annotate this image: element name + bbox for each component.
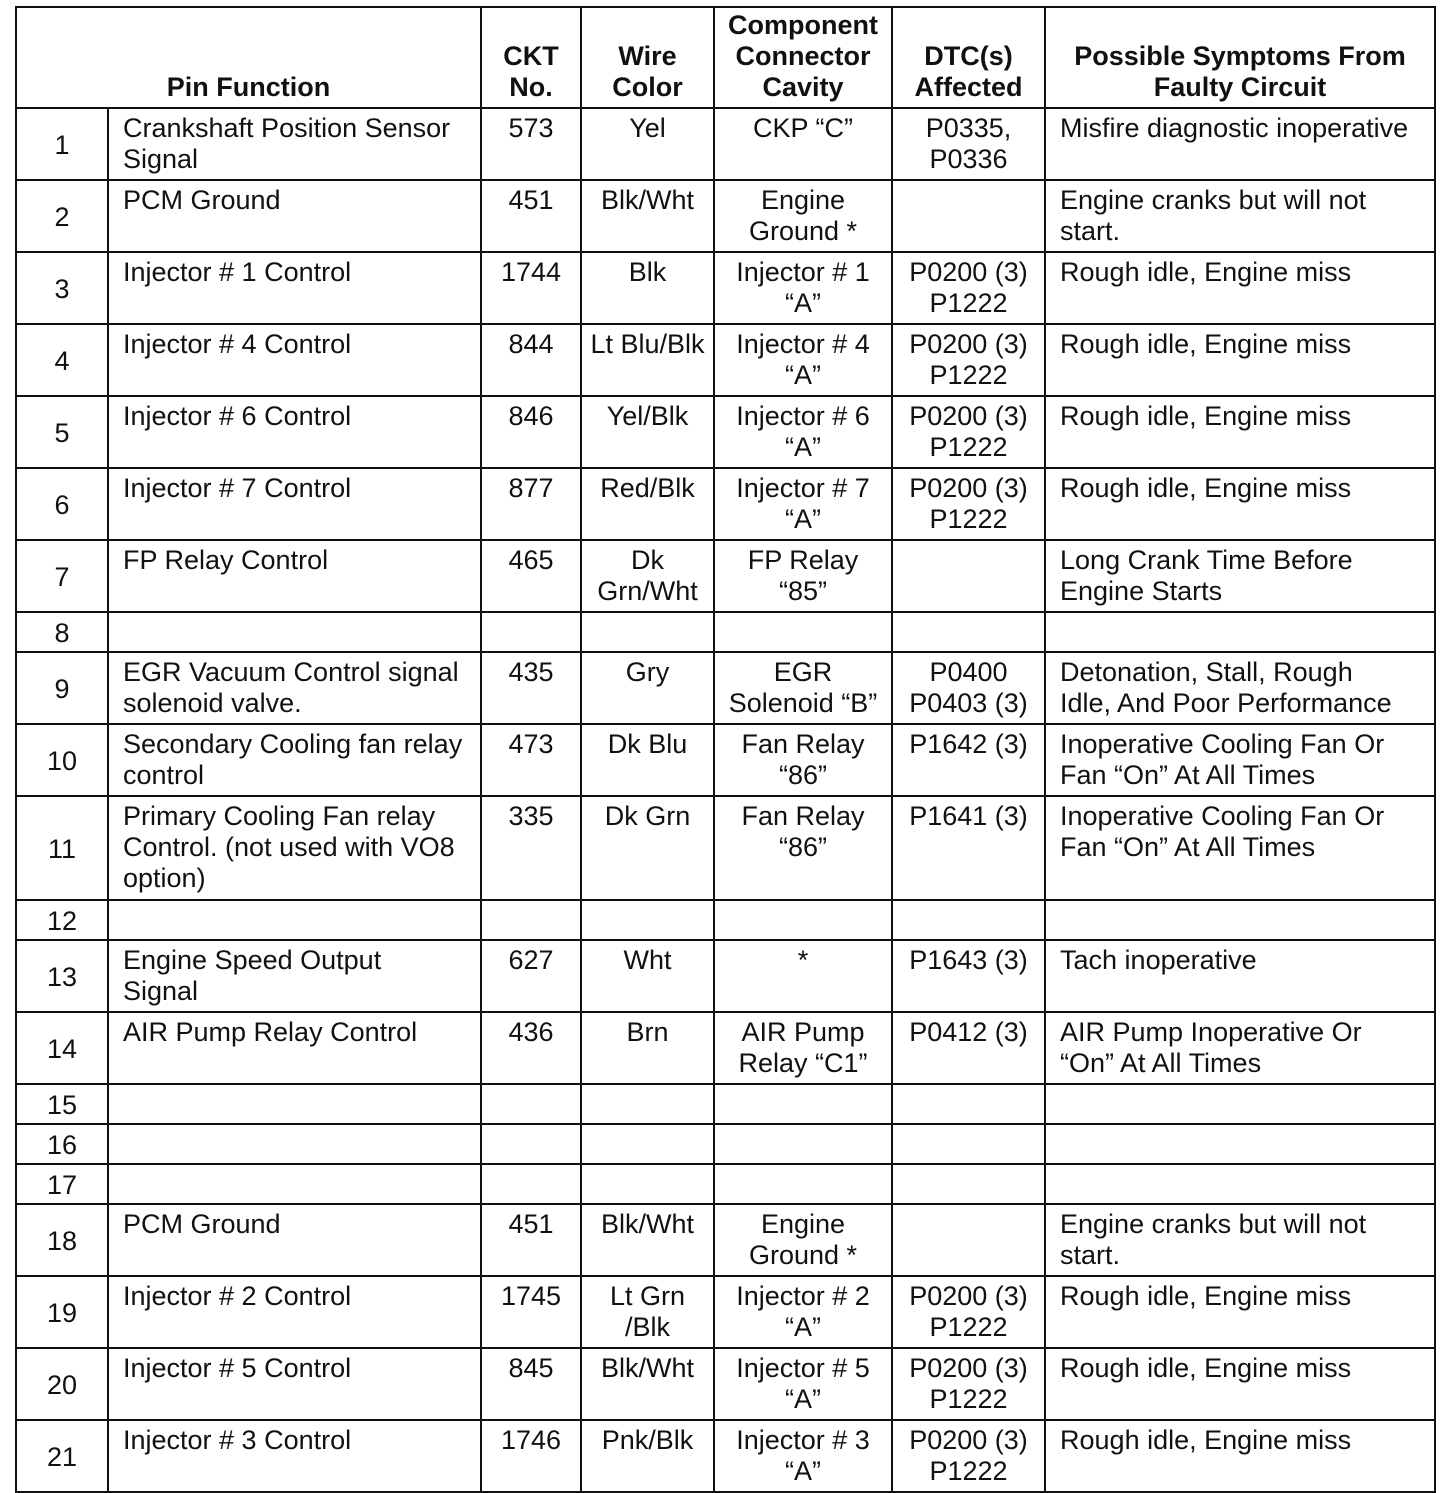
possible-symptoms-line: Idle, And Poor Performance — [1060, 688, 1392, 718]
connector-cavity-line: Injector # 3 — [736, 1425, 870, 1455]
pin-number-cell: 7 — [16, 540, 108, 612]
ckt-number-cell: 877 — [481, 468, 581, 540]
possible-symptoms-cell — [1045, 652, 1435, 724]
table-row — [16, 324, 1435, 396]
dtc-affected-cell — [892, 1348, 1045, 1420]
pin-number-cell: 21 — [16, 1420, 108, 1492]
connector-cavity-cell — [714, 1084, 892, 1124]
possible-symptoms-cell — [1045, 540, 1435, 612]
dtc-affected-line: P0403 (3) — [909, 688, 1028, 718]
dtc-affected-line: P0200 (3) — [909, 473, 1028, 503]
possible-symptoms-cell — [1045, 1204, 1435, 1276]
connector-cavity-line: FP Relay — [747, 545, 859, 575]
pin-function-cell — [108, 1420, 481, 1492]
ckt-number-cell: 436 — [481, 1012, 581, 1084]
pin-function-cell — [108, 468, 481, 540]
dtc-affected-line: P0200 (3) — [909, 1353, 1028, 1383]
table-row — [16, 1012, 1435, 1084]
connector-cavity-line: Relay “C1” — [738, 1048, 868, 1078]
header-wire-color: Wire Color — [581, 7, 714, 108]
connector-cavity-line: CKP “C” — [753, 113, 854, 143]
ckt-number-cell: 335 — [481, 796, 581, 900]
pin-number-cell: 13 — [16, 940, 108, 1012]
table-row — [16, 652, 1435, 724]
pin-function-cell — [108, 796, 481, 900]
connector-cavity-line: “A” — [785, 360, 822, 390]
possible-symptoms-cell — [1045, 940, 1435, 1012]
table-row — [16, 796, 1435, 900]
pin-number-cell: 20 — [16, 1348, 108, 1420]
dtc-affected-line: P0400 — [929, 657, 1008, 687]
ckt-number-cell: 451 — [481, 1204, 581, 1276]
possible-symptoms-line: Rough idle, Engine miss — [1060, 401, 1352, 431]
connector-cavity-line: Ground * — [748, 1240, 858, 1270]
connector-cavity-line: Injector # 2 — [736, 1281, 870, 1311]
wire-color-line: Brn — [626, 1017, 669, 1047]
pin-function-line: PCM Ground — [123, 1209, 281, 1239]
ckt-number-cell: 846 — [481, 396, 581, 468]
pin-function-cell — [108, 1348, 481, 1420]
pin-function-line: Injector # 3 Control — [123, 1425, 352, 1455]
wire-color-cell — [581, 1124, 714, 1164]
connector-cavity-cell — [714, 540, 892, 612]
connector-cavity-cell — [714, 324, 892, 396]
table-row — [16, 724, 1435, 796]
possible-symptoms-cell — [1045, 468, 1435, 540]
ckt-number-cell: 845 — [481, 1348, 581, 1420]
wire-color-line: Red/Blk — [600, 473, 695, 503]
connector-cavity-cell — [714, 612, 892, 652]
dtc-affected-line: P0200 (3) — [909, 329, 1028, 359]
possible-symptoms-line: Inoperative Cooling Fan Or — [1060, 729, 1385, 759]
header-pin-function: Pin Function — [16, 7, 481, 108]
possible-symptoms-cell — [1045, 1124, 1435, 1164]
table-row — [16, 468, 1435, 540]
possible-symptoms-line: “On” At All Times — [1060, 1048, 1262, 1078]
connector-cavity-line: Fan Relay — [741, 729, 865, 759]
ckt-number-cell — [481, 1124, 581, 1164]
dtc-affected-cell — [892, 1276, 1045, 1348]
dtc-affected-line: P1222 — [929, 504, 1008, 534]
pin-function-line: Injector # 7 Control — [123, 473, 352, 503]
dtc-affected-cell — [892, 324, 1045, 396]
pin-function-cell — [108, 1012, 481, 1084]
pin-function-cell — [108, 1164, 481, 1204]
pin-function-line: PCM Ground — [123, 185, 281, 215]
dtc-affected-line: P0200 (3) — [909, 1281, 1028, 1311]
ckt-number-cell: 451 — [481, 180, 581, 252]
pin-function-line: option) — [123, 863, 206, 893]
dtc-affected-line: P1222 — [929, 1384, 1008, 1414]
pin-function-cell — [108, 1084, 481, 1124]
possible-symptoms-cell — [1045, 612, 1435, 652]
dtc-affected-cell — [892, 940, 1045, 1012]
wire-color-cell — [581, 540, 714, 612]
possible-symptoms-line: Engine cranks but will not — [1060, 185, 1367, 215]
connector-cavity-line: “86” — [779, 832, 828, 862]
possible-symptoms-line: Engine cranks but will not — [1060, 1209, 1367, 1239]
pin-function-cell — [108, 940, 481, 1012]
possible-symptoms-line: AIR Pump Inoperative Or — [1060, 1017, 1362, 1047]
possible-symptoms-cell — [1045, 1012, 1435, 1084]
pin-function-line: control — [123, 760, 205, 790]
connector-cavity-line: AIR Pump — [741, 1017, 865, 1047]
pin-number-cell: 8 — [16, 612, 108, 652]
connector-cavity-cell — [714, 1276, 892, 1348]
pin-number-cell: 6 — [16, 468, 108, 540]
connector-cavity-line: Injector # 7 — [736, 473, 870, 503]
pin-function-cell — [108, 108, 481, 180]
pin-function-line: Injector # 6 Control — [123, 401, 352, 431]
ckt-number-cell — [481, 612, 581, 652]
table-row — [16, 612, 1435, 652]
wire-color-cell — [581, 612, 714, 652]
possible-symptoms-cell — [1045, 180, 1435, 252]
dtc-affected-line: P1222 — [929, 288, 1008, 318]
pin-function-line: Injector # 2 Control — [123, 1281, 352, 1311]
wire-color-cell — [581, 1420, 714, 1492]
pin-number-cell: 3 — [16, 252, 108, 324]
possible-symptoms-line: Detonation, Stall, Rough — [1060, 657, 1353, 687]
dtc-affected-cell — [892, 1204, 1045, 1276]
header-dtc-affected: DTC(s) Affected — [892, 7, 1045, 108]
possible-symptoms-cell — [1045, 1276, 1435, 1348]
connector-cavity-cell — [714, 108, 892, 180]
connector-cavity-line: Fan Relay — [741, 801, 865, 831]
connector-cavity-cell — [714, 1164, 892, 1204]
possible-symptoms-line: Misfire diagnostic inoperative — [1060, 113, 1409, 143]
dtc-affected-line: P1642 (3) — [909, 729, 1028, 759]
pin-number-cell: 4 — [16, 324, 108, 396]
possible-symptoms-line: Rough idle, Engine miss — [1060, 1425, 1352, 1455]
connector-cavity-line: Injector # 4 — [736, 329, 870, 359]
header-possible-symptoms: Possible Symptoms From Faulty Circuit — [1045, 7, 1435, 108]
connector-cavity-cell — [714, 900, 892, 940]
dtc-affected-cell — [892, 900, 1045, 940]
possible-symptoms-line: Rough idle, Engine miss — [1060, 473, 1352, 503]
possible-symptoms-cell — [1045, 1084, 1435, 1124]
possible-symptoms-cell — [1045, 724, 1435, 796]
pin-number-cell: 12 — [16, 900, 108, 940]
connector-cavity-cell — [714, 940, 892, 1012]
pin-number-cell: 11 — [16, 796, 108, 900]
dtc-affected-line: P1222 — [929, 1456, 1008, 1486]
possible-symptoms-line: Fan “On” At All Times — [1060, 832, 1316, 862]
ckt-number-cell: 435 — [481, 652, 581, 724]
pin-number-cell: 15 — [16, 1084, 108, 1124]
wire-color-line: Blk — [628, 257, 667, 287]
wire-color-cell — [581, 180, 714, 252]
wire-color-cell — [581, 1012, 714, 1084]
table-row — [16, 180, 1435, 252]
pin-rows — [16, 108, 1435, 1492]
dtc-affected-line: P0200 (3) — [909, 257, 1028, 287]
possible-symptoms-line: Fan “On” At All Times — [1060, 760, 1316, 790]
ckt-number-cell: 627 — [481, 940, 581, 1012]
pin-function-cell — [108, 1276, 481, 1348]
connector-cavity-line: “A” — [785, 432, 822, 462]
pin-function-cell — [108, 900, 481, 940]
dtc-affected-cell — [892, 108, 1045, 180]
pin-function-line: EGR Vacuum Control signal — [123, 657, 459, 687]
pin-function-cell — [108, 180, 481, 252]
pin-function-line: Engine Speed Output — [123, 945, 382, 975]
dtc-affected-line: P1641 (3) — [909, 801, 1028, 831]
wire-color-cell — [581, 652, 714, 724]
wire-color-cell — [581, 324, 714, 396]
connector-cavity-line: Injector # 5 — [736, 1353, 870, 1383]
possible-symptoms-line: Tach inoperative — [1060, 945, 1257, 975]
possible-symptoms-cell — [1045, 324, 1435, 396]
possible-symptoms-line: Rough idle, Engine miss — [1060, 329, 1352, 359]
dtc-affected-cell — [892, 612, 1045, 652]
wire-color-cell — [581, 108, 714, 180]
wire-color-line: Yel — [629, 113, 666, 143]
header-ckt-no: CKT No. — [481, 7, 581, 108]
dtc-affected-cell — [892, 180, 1045, 252]
pin-function-line: Signal — [123, 144, 199, 174]
possible-symptoms-cell — [1045, 1348, 1435, 1420]
wire-color-line: Blk/Wht — [601, 1209, 695, 1239]
dtc-affected-line: P1222 — [929, 432, 1008, 462]
possible-symptoms-line: start. — [1060, 1240, 1121, 1270]
pin-function-line: Signal — [123, 976, 199, 1006]
wire-color-cell — [581, 724, 714, 796]
header-connector-cavity: Component Connector Cavity — [714, 7, 892, 108]
dtc-affected-cell — [892, 1164, 1045, 1204]
wire-color-line: Lt Grn — [610, 1281, 686, 1311]
connector-cavity-cell — [714, 1124, 892, 1164]
pin-function-cell — [108, 652, 481, 724]
dtc-affected-cell — [892, 1084, 1045, 1124]
pin-number-cell: 10 — [16, 724, 108, 796]
wire-color-cell — [581, 796, 714, 900]
possible-symptoms-cell — [1045, 396, 1435, 468]
dtc-affected-cell — [892, 1124, 1045, 1164]
pin-function-cell — [108, 612, 481, 652]
table-row — [16, 1124, 1435, 1164]
wire-color-line: /Blk — [625, 1312, 671, 1342]
connector-cavity-line: Engine — [760, 1209, 846, 1239]
pin-number-cell: 16 — [16, 1124, 108, 1164]
dtc-affected-cell — [892, 652, 1045, 724]
connector-cavity-line: “A” — [785, 504, 822, 534]
pin-number-cell: 9 — [16, 652, 108, 724]
wire-color-line: Grn/Wht — [597, 576, 698, 606]
table-row — [16, 540, 1435, 612]
table-row — [16, 1084, 1435, 1124]
connector-cavity-line: Injector # 6 — [736, 401, 870, 431]
pin-function-line: solenoid valve. — [123, 688, 302, 718]
pin-function-line: Control. (not used with VO8 — [123, 832, 455, 862]
pin-number-cell: 14 — [16, 1012, 108, 1084]
wire-color-cell — [581, 1348, 714, 1420]
table-row — [16, 1348, 1435, 1420]
connector-cavity-cell — [714, 1012, 892, 1084]
ckt-number-cell: 844 — [481, 324, 581, 396]
dtc-affected-line: P0412 (3) — [909, 1017, 1028, 1047]
table-row — [16, 900, 1435, 940]
dtc-affected-cell — [892, 1012, 1045, 1084]
possible-symptoms-cell — [1045, 1164, 1435, 1204]
possible-symptoms-cell — [1045, 796, 1435, 900]
connector-cavity-cell — [714, 652, 892, 724]
pin-function-line: Secondary Cooling fan relay — [123, 729, 463, 759]
ckt-number-cell — [481, 900, 581, 940]
wire-color-cell — [581, 1164, 714, 1204]
possible-symptoms-cell — [1045, 900, 1435, 940]
possible-symptoms-line: Long Crank Time Before — [1060, 545, 1353, 575]
possible-symptoms-cell — [1045, 1420, 1435, 1492]
connector-cavity-cell — [714, 1204, 892, 1276]
wire-color-cell — [581, 1084, 714, 1124]
table-row — [16, 1276, 1435, 1348]
ckt-number-cell — [481, 1084, 581, 1124]
table-row — [16, 108, 1435, 180]
connector-cavity-cell — [714, 180, 892, 252]
connector-cavity-cell — [714, 796, 892, 900]
table-row — [16, 252, 1435, 324]
connector-cavity-cell — [714, 1348, 892, 1420]
wire-color-cell — [581, 900, 714, 940]
connector-cavity-line: Solenoid “B” — [728, 688, 878, 718]
ckt-number-cell: 573 — [481, 108, 581, 180]
pin-number-cell: 5 — [16, 396, 108, 468]
pin-function-line: Injector # 5 Control — [123, 1353, 352, 1383]
pin-number-cell: 19 — [16, 1276, 108, 1348]
possible-symptoms-line: Rough idle, Engine miss — [1060, 1353, 1352, 1383]
connector-cavity-line: “A” — [785, 1456, 822, 1486]
connector-cavity-cell — [714, 724, 892, 796]
ckt-number-cell: 473 — [481, 724, 581, 796]
dtc-affected-cell — [892, 396, 1045, 468]
connector-cavity-line: EGR — [773, 657, 833, 687]
pin-function-cell — [108, 540, 481, 612]
pin-function-cell — [108, 724, 481, 796]
pin-number-cell: 17 — [16, 1164, 108, 1204]
wire-color-line: Gry — [625, 657, 670, 687]
possible-symptoms-cell — [1045, 252, 1435, 324]
dtc-affected-line: P0200 (3) — [909, 401, 1028, 431]
pin-function-line: Injector # 4 Control — [123, 329, 352, 359]
possible-symptoms-line: start. — [1060, 216, 1121, 246]
possible-symptoms-cell — [1045, 108, 1435, 180]
wire-color-cell — [581, 1204, 714, 1276]
pin-function-cell — [108, 1204, 481, 1276]
connector-cavity-cell — [714, 1420, 892, 1492]
wire-color-cell — [581, 468, 714, 540]
wire-color-line: Blk/Wht — [601, 185, 695, 215]
connector-cavity-line: Injector # 1 — [736, 257, 870, 287]
possible-symptoms-line: Engine Starts — [1060, 576, 1223, 606]
pin-function-line: FP Relay Control — [123, 545, 329, 575]
ckt-number-cell: 1746 — [481, 1420, 581, 1492]
dtc-affected-line: P0336 — [929, 144, 1008, 174]
connector-cavity-cell — [714, 396, 892, 468]
dtc-affected-cell — [892, 796, 1045, 900]
connector-cavity-line: “A” — [785, 288, 822, 318]
wire-color-line: Lt Blu/Blk — [590, 329, 705, 359]
pin-function-cell — [108, 252, 481, 324]
table-row — [16, 396, 1435, 468]
wire-color-line: Wht — [623, 945, 672, 975]
wire-color-line: Pnk/Blk — [601, 1425, 694, 1455]
ckt-number-cell — [481, 1164, 581, 1204]
dtc-affected-line: P0335, — [925, 113, 1012, 143]
ckt-number-cell: 1745 — [481, 1276, 581, 1348]
dtc-affected-cell — [892, 724, 1045, 796]
wire-color-cell — [581, 252, 714, 324]
dtc-affected-line: P1222 — [929, 360, 1008, 390]
pin-function-line: Crankshaft Position Sensor — [123, 113, 451, 143]
table-row — [16, 1420, 1435, 1492]
possible-symptoms-line: Inoperative Cooling Fan Or — [1060, 801, 1385, 831]
table-row — [16, 1204, 1435, 1276]
dtc-affected-cell — [892, 540, 1045, 612]
header-row — [16, 7, 1435, 108]
wire-color-line: Dk — [631, 545, 665, 575]
pin-number-cell: 18 — [16, 1204, 108, 1276]
dtc-affected-cell — [892, 468, 1045, 540]
pin-function-line: Injector # 1 Control — [123, 257, 352, 287]
ckt-number-cell: 465 — [481, 540, 581, 612]
wire-color-cell — [581, 396, 714, 468]
connector-cavity-line: “A” — [785, 1312, 822, 1342]
pin-number-cell: 1 — [16, 108, 108, 180]
pin-function-cell — [108, 396, 481, 468]
dtc-affected-line: P1643 (3) — [909, 945, 1028, 975]
table-row — [16, 940, 1435, 1012]
dtc-affected-cell — [892, 1420, 1045, 1492]
pin-function-cell — [108, 324, 481, 396]
wire-color-cell — [581, 940, 714, 1012]
connector-cavity-line: “85” — [779, 576, 828, 606]
wire-color-line: Dk Blu — [607, 729, 688, 759]
connector-cavity-line: “86” — [779, 760, 828, 790]
pin-function-line: AIR Pump Relay Control — [123, 1017, 418, 1047]
dtc-affected-line: P1222 — [929, 1312, 1008, 1342]
wire-color-line: Blk/Wht — [601, 1353, 695, 1383]
wire-color-line: Dk Grn — [604, 801, 691, 831]
wire-color-line: Yel/Blk — [606, 401, 689, 431]
connector-cavity-line: Engine — [760, 185, 846, 215]
pin-function-cell — [108, 1124, 481, 1164]
connector-cavity-line: “A” — [785, 1384, 822, 1414]
connector-cavity-line: * — [797, 945, 809, 975]
wire-color-cell — [581, 1276, 714, 1348]
possible-symptoms-line: Rough idle, Engine miss — [1060, 1281, 1352, 1311]
pin-number-cell: 2 — [16, 180, 108, 252]
dtc-affected-line: P0200 (3) — [909, 1425, 1028, 1455]
dtc-affected-cell — [892, 252, 1045, 324]
connector-cavity-line: Ground * — [748, 216, 858, 246]
connector-cavity-cell — [714, 468, 892, 540]
ckt-number-cell: 1744 — [481, 252, 581, 324]
possible-symptoms-line: Rough idle, Engine miss — [1060, 257, 1352, 287]
pin-function-line: Primary Cooling Fan relay — [123, 801, 436, 831]
connector-cavity-cell — [714, 252, 892, 324]
pcm-pinout-table — [15, 6, 1436, 1493]
table-row — [16, 1164, 1435, 1204]
